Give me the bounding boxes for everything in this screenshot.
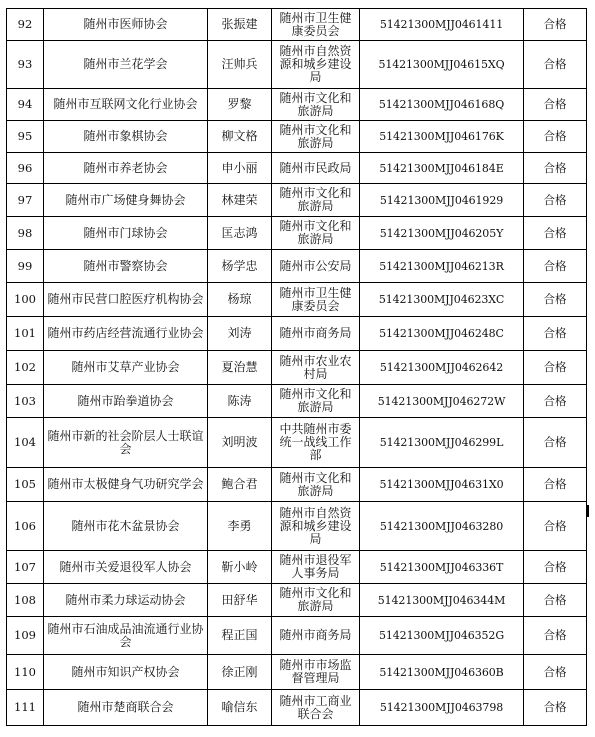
inspection-result: 合格 xyxy=(524,250,587,283)
table-row xyxy=(7,41,587,89)
table-row xyxy=(7,184,587,217)
supervising-unit: 随州市卫生健康委员会 xyxy=(272,9,360,41)
registry-table xyxy=(6,8,587,726)
table-row xyxy=(7,317,587,351)
supervising-unit: 随州市民政局 xyxy=(272,153,360,184)
legal-representative: 夏治慧 xyxy=(208,351,272,385)
row-number: 95 xyxy=(7,121,44,153)
organization-name: 随州市新的社会阶层人士联谊会 xyxy=(44,418,208,468)
table-row xyxy=(7,551,587,584)
credit-code: 51421300MJJ046213R xyxy=(360,250,524,283)
inspection-result: 合格 xyxy=(524,41,587,89)
organization-name: 随州市花木盆景协会 xyxy=(44,502,208,551)
table-row xyxy=(7,9,587,41)
organization-name: 随州市警察协会 xyxy=(44,250,208,283)
table-row xyxy=(7,468,587,502)
legal-representative: 杨学忠 xyxy=(208,250,272,283)
row-number: 92 xyxy=(7,9,44,41)
supervising-unit: 随州市商务局 xyxy=(272,317,360,351)
table-row xyxy=(7,250,587,283)
inspection-result: 合格 xyxy=(524,89,587,121)
row-number: 111 xyxy=(7,690,44,726)
legal-representative: 李勇 xyxy=(208,502,272,551)
legal-representative: 程正国 xyxy=(208,617,272,655)
organization-name: 随州市关爱退役军人协会 xyxy=(44,551,208,584)
credit-code: 51421300MJJ04615XQ xyxy=(360,41,524,89)
credit-code: 51421300MJJ046205Y xyxy=(360,217,524,250)
supervising-unit: 随州市商务局 xyxy=(272,617,360,655)
row-number: 96 xyxy=(7,153,44,184)
credit-code: 51421300MJJ046336T xyxy=(360,551,524,584)
inspection-result: 合格 xyxy=(524,283,587,317)
row-number: 102 xyxy=(7,351,44,385)
organization-name: 随州市楚商联合会 xyxy=(44,690,208,726)
legal-representative: 杨琼 xyxy=(208,283,272,317)
credit-code: 51421300MJJ0461411 xyxy=(360,9,524,41)
legal-representative: 匡志鸿 xyxy=(208,217,272,250)
organization-name: 随州市柔力球运动协会 xyxy=(44,584,208,617)
row-number: 98 xyxy=(7,217,44,250)
legal-representative: 陈涛 xyxy=(208,385,272,418)
inspection-result: 合格 xyxy=(524,9,587,41)
inspection-result: 合格 xyxy=(524,468,587,502)
inspection-result: 合格 xyxy=(524,184,587,217)
table-row xyxy=(7,89,587,121)
row-number: 100 xyxy=(7,283,44,317)
organization-name: 随州市医师协会 xyxy=(44,9,208,41)
legal-representative: 刘涛 xyxy=(208,317,272,351)
credit-code: 51421300MJJ046272W xyxy=(360,385,524,418)
inspection-result: 合格 xyxy=(524,385,587,418)
credit-code: 51421300MJJ046168Q xyxy=(360,89,524,121)
table-row xyxy=(7,502,587,551)
credit-code: 51421300MJJ046184E xyxy=(360,153,524,184)
row-number: 101 xyxy=(7,317,44,351)
organization-name: 随州市艾草产业协会 xyxy=(44,351,208,385)
table-row xyxy=(7,217,587,250)
table-row xyxy=(7,617,587,655)
row-number: 107 xyxy=(7,551,44,584)
inspection-result: 合格 xyxy=(524,217,587,250)
supervising-unit: 随州市自然资源和城乡建设局 xyxy=(272,502,360,551)
credit-code: 51421300MJJ046248C xyxy=(360,317,524,351)
inspection-result: 合格 xyxy=(524,584,587,617)
credit-code: 51421300MJJ046344M xyxy=(360,584,524,617)
credit-code: 51421300MJJ0463280 xyxy=(360,502,524,551)
organization-name: 随州市兰花学会 xyxy=(44,41,208,89)
credit-code: 51421300MJJ046352G xyxy=(360,617,524,655)
inspection-result: 合格 xyxy=(524,317,587,351)
table-row xyxy=(7,584,587,617)
organization-name: 随州市民营口腔医疗机构协会 xyxy=(44,283,208,317)
legal-representative: 汪帅兵 xyxy=(208,41,272,89)
organization-name: 随州市广场健身舞协会 xyxy=(44,184,208,217)
row-number: 93 xyxy=(7,41,44,89)
row-number: 105 xyxy=(7,468,44,502)
table-row xyxy=(7,385,587,418)
organization-name: 随州市养老协会 xyxy=(44,153,208,184)
legal-representative: 田舒华 xyxy=(208,584,272,617)
organization-name: 随州市象棋协会 xyxy=(44,121,208,153)
supervising-unit: 随州市工商业联合会 xyxy=(272,690,360,726)
organization-name: 随州市药店经营流通行业协会 xyxy=(44,317,208,351)
legal-representative: 徐正刚 xyxy=(208,655,272,690)
supervising-unit: 随州市退役军人事务局 xyxy=(272,551,360,584)
row-number: 94 xyxy=(7,89,44,121)
supervising-unit: 随州市市场监督管理局 xyxy=(272,655,360,690)
inspection-result: 合格 xyxy=(524,551,587,584)
row-number: 110 xyxy=(7,655,44,690)
organization-name: 随州市石油成品油流通行业协会 xyxy=(44,617,208,655)
legal-representative: 刘明波 xyxy=(208,418,272,468)
table-row xyxy=(7,351,587,385)
legal-representative: 林建荣 xyxy=(208,184,272,217)
row-number: 104 xyxy=(7,418,44,468)
organization-name: 随州市跆拳道协会 xyxy=(44,385,208,418)
inspection-result: 合格 xyxy=(524,351,587,385)
row-number: 103 xyxy=(7,385,44,418)
row-number: 106 xyxy=(7,502,44,551)
legal-representative: 申小丽 xyxy=(208,153,272,184)
supervising-unit: 随州市公安局 xyxy=(272,250,360,283)
table-row xyxy=(7,121,587,153)
credit-code: 51421300MJJ04631X0 xyxy=(360,468,524,502)
organization-name: 随州市知识产权协会 xyxy=(44,655,208,690)
table-row xyxy=(7,655,587,690)
organization-name: 随州市门球协会 xyxy=(44,217,208,250)
supervising-unit: 随州市文化和旅游局 xyxy=(272,184,360,217)
row-number: 108 xyxy=(7,584,44,617)
registry-table-body xyxy=(7,9,587,726)
credit-code: 51421300MJJ046360B xyxy=(360,655,524,690)
legal-representative: 靳小岭 xyxy=(208,551,272,584)
credit-code: 51421300MJJ04623XC xyxy=(360,283,524,317)
inspection-result: 合格 xyxy=(524,617,587,655)
legal-representative: 鲍合君 xyxy=(208,468,272,502)
row-number: 97 xyxy=(7,184,44,217)
table-row xyxy=(7,153,587,184)
supervising-unit: 随州市自然资源和城乡建设局 xyxy=(272,41,360,89)
table-row xyxy=(7,283,587,317)
supervising-unit: 中共随州市委统一战线工作部 xyxy=(272,418,360,468)
inspection-result: 合格 xyxy=(524,502,587,551)
legal-representative: 柳文格 xyxy=(208,121,272,153)
table-row xyxy=(7,418,587,468)
supervising-unit: 随州市卫生健康委员会 xyxy=(272,283,360,317)
supervising-unit: 随州市文化和旅游局 xyxy=(272,217,360,250)
supervising-unit: 随州市农业农村局 xyxy=(272,351,360,385)
credit-code: 51421300MJJ046176K xyxy=(360,121,524,153)
credit-code: 51421300MJJ0461929 xyxy=(360,184,524,217)
credit-code: 51421300MJJ0462642 xyxy=(360,351,524,385)
row-number: 109 xyxy=(7,617,44,655)
inspection-result: 合格 xyxy=(524,121,587,153)
legal-representative: 喻信东 xyxy=(208,690,272,726)
inspection-result: 合格 xyxy=(524,153,587,184)
organization-name: 随州市互联网文化行业协会 xyxy=(44,89,208,121)
supervising-unit: 随州市文化和旅游局 xyxy=(272,584,360,617)
page-edge-mark xyxy=(586,505,589,517)
organization-name: 随州市太极健身气功研究学会 xyxy=(44,468,208,502)
supervising-unit: 随州市文化和旅游局 xyxy=(272,121,360,153)
supervising-unit: 随州市文化和旅游局 xyxy=(272,468,360,502)
legal-representative: 罗黎 xyxy=(208,89,272,121)
row-number: 99 xyxy=(7,250,44,283)
credit-code: 51421300MJJ046299L xyxy=(360,418,524,468)
credit-code: 51421300MJJ0463798 xyxy=(360,690,524,726)
supervising-unit: 随州市文化和旅游局 xyxy=(272,89,360,121)
inspection-result: 合格 xyxy=(524,418,587,468)
legal-representative: 张振建 xyxy=(208,9,272,41)
supervising-unit: 随州市文化和旅游局 xyxy=(272,385,360,418)
inspection-result: 合格 xyxy=(524,690,587,726)
inspection-result: 合格 xyxy=(524,655,587,690)
table-row xyxy=(7,690,587,726)
